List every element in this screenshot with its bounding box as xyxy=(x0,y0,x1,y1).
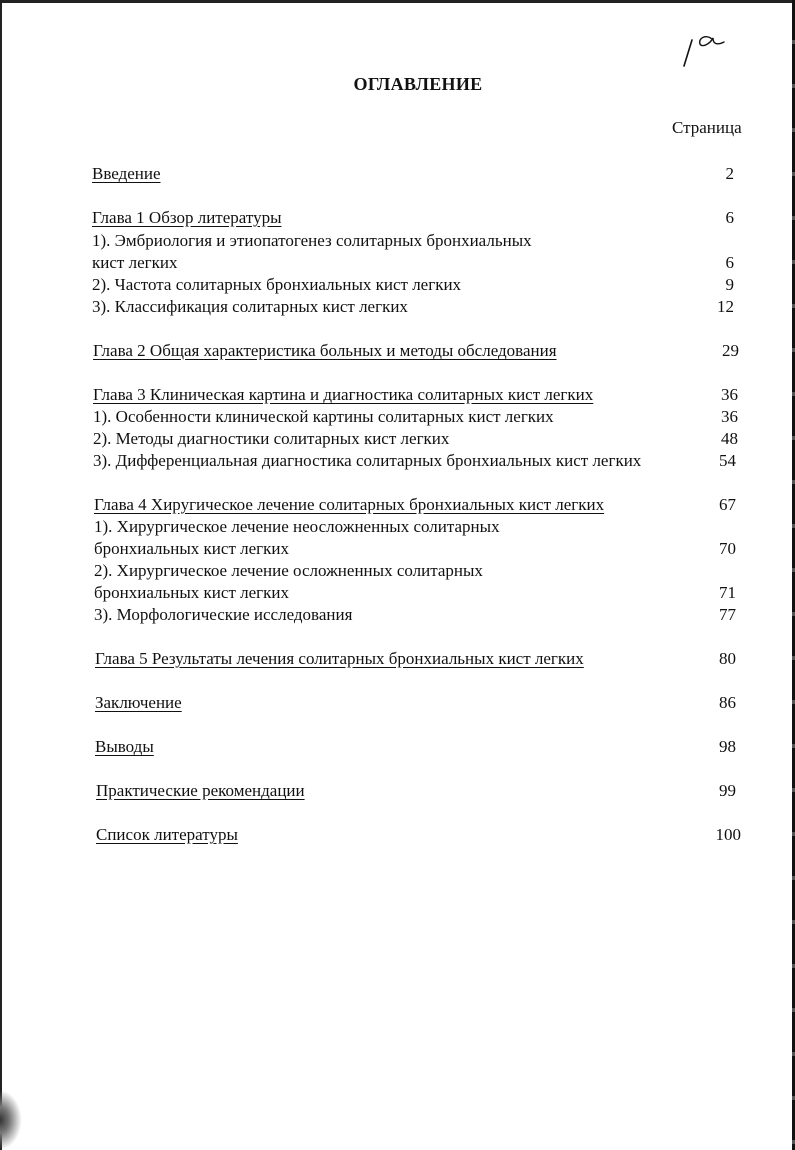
scan-border-top xyxy=(0,0,795,3)
toc-entry-3-2: 2). Методы диагностики солитарных кист легких xyxy=(93,429,450,448)
toc-entry-4-1-line2: бронхиальных кист легких xyxy=(94,539,289,558)
toc-entry-chapter-2[interactable]: Глава 2 Общая характеристика больных и методы обследования xyxy=(93,341,557,360)
toc-entry-references[interactable]: Список литературы xyxy=(96,825,238,844)
toc-entry-1-2: 2). Частота солитарных бронхиальных кист легких xyxy=(92,275,462,294)
toc-page-chapter-2: 29 xyxy=(722,341,739,360)
toc-page-intro: 2 xyxy=(725,164,734,183)
toc-page-chapter-4: 67 xyxy=(719,495,736,514)
toc-entry-4-3: 3). Морфологические исследования xyxy=(94,605,353,624)
toc-entry-4-2-line2: бронхиальных кист легких xyxy=(94,583,289,602)
page-column-label: Страница xyxy=(672,118,742,137)
toc-entry-intro[interactable]: Введение xyxy=(92,164,161,183)
toc-entry-3-3: 3). Дифференциальная диагностика солитарных бронхиальных кист легких xyxy=(93,451,642,470)
toc-page-chapter-5: 80 xyxy=(719,649,736,668)
toc-entry-3-1: 1). Особенности клинической картины солитарных кист легких xyxy=(93,407,554,426)
toc-entry-conclusion[interactable]: Заключение xyxy=(95,693,182,712)
toc-page-3-3: 54 xyxy=(719,451,736,470)
toc-page-findings: 98 xyxy=(719,737,736,756)
toc-page-chapter-1: 6 xyxy=(725,208,734,227)
toc-entry-chapter-5[interactable]: Глава 5 Результаты лечения солитарных бронхиальных кист легких xyxy=(95,649,584,668)
toc-page-1-1: 6 xyxy=(725,253,734,272)
toc-page-chapter-3: 36 xyxy=(721,385,738,404)
toc-page-3-1: 36 xyxy=(721,407,738,426)
toc-entry-chapter-3[interactable]: Глава 3 Клиническая картина и диагностика солитарных кист легких xyxy=(93,385,594,404)
toc-page-4-3: 77 xyxy=(719,605,736,624)
toc-entry-chapter-4[interactable]: Глава 4 Хиругическое лечение солитарных бронхиальных кист легких xyxy=(94,495,605,514)
toc-page-3-2: 48 xyxy=(721,429,738,448)
toc-page-4-1: 70 xyxy=(719,539,736,558)
toc-page-1-2: 9 xyxy=(725,275,734,294)
toc-page-4-2: 71 xyxy=(719,583,736,602)
toc-page-recommendations: 99 xyxy=(719,781,736,800)
toc-entry-1-3: 3). Классификация солитарных кист легких xyxy=(92,297,408,316)
scan-artifact xyxy=(0,1090,22,1150)
handwritten-page-mark xyxy=(678,30,728,70)
toc-entry-1-1-line1: 1). Эмбриология и этиопатогенез солитарных бронхиальных xyxy=(92,231,532,250)
scan-border-left xyxy=(0,0,2,1150)
toc-entry-4-2-line1: 2). Хирургическое лечение осложненных солитарных xyxy=(94,561,483,580)
toc-entry-chapter-1[interactable]: Глава 1 Обзор литературы xyxy=(92,208,282,227)
toc-entry-findings[interactable]: Выводы xyxy=(95,737,154,756)
toc-page-references: 100 xyxy=(715,825,741,844)
toc-entry-recommendations[interactable]: Практические рекомендации xyxy=(96,781,305,800)
toc-page-conclusion: 86 xyxy=(719,693,736,712)
toc-page-1-3: 12 xyxy=(717,297,734,316)
toc-entry-1-1-line2: кист легких xyxy=(92,253,178,272)
toc-entry-4-1-line1: 1). Хирургическое лечение неосложненных солитарных xyxy=(94,517,500,536)
page-title: ОГЛАВЛЕНИЕ xyxy=(353,74,483,94)
